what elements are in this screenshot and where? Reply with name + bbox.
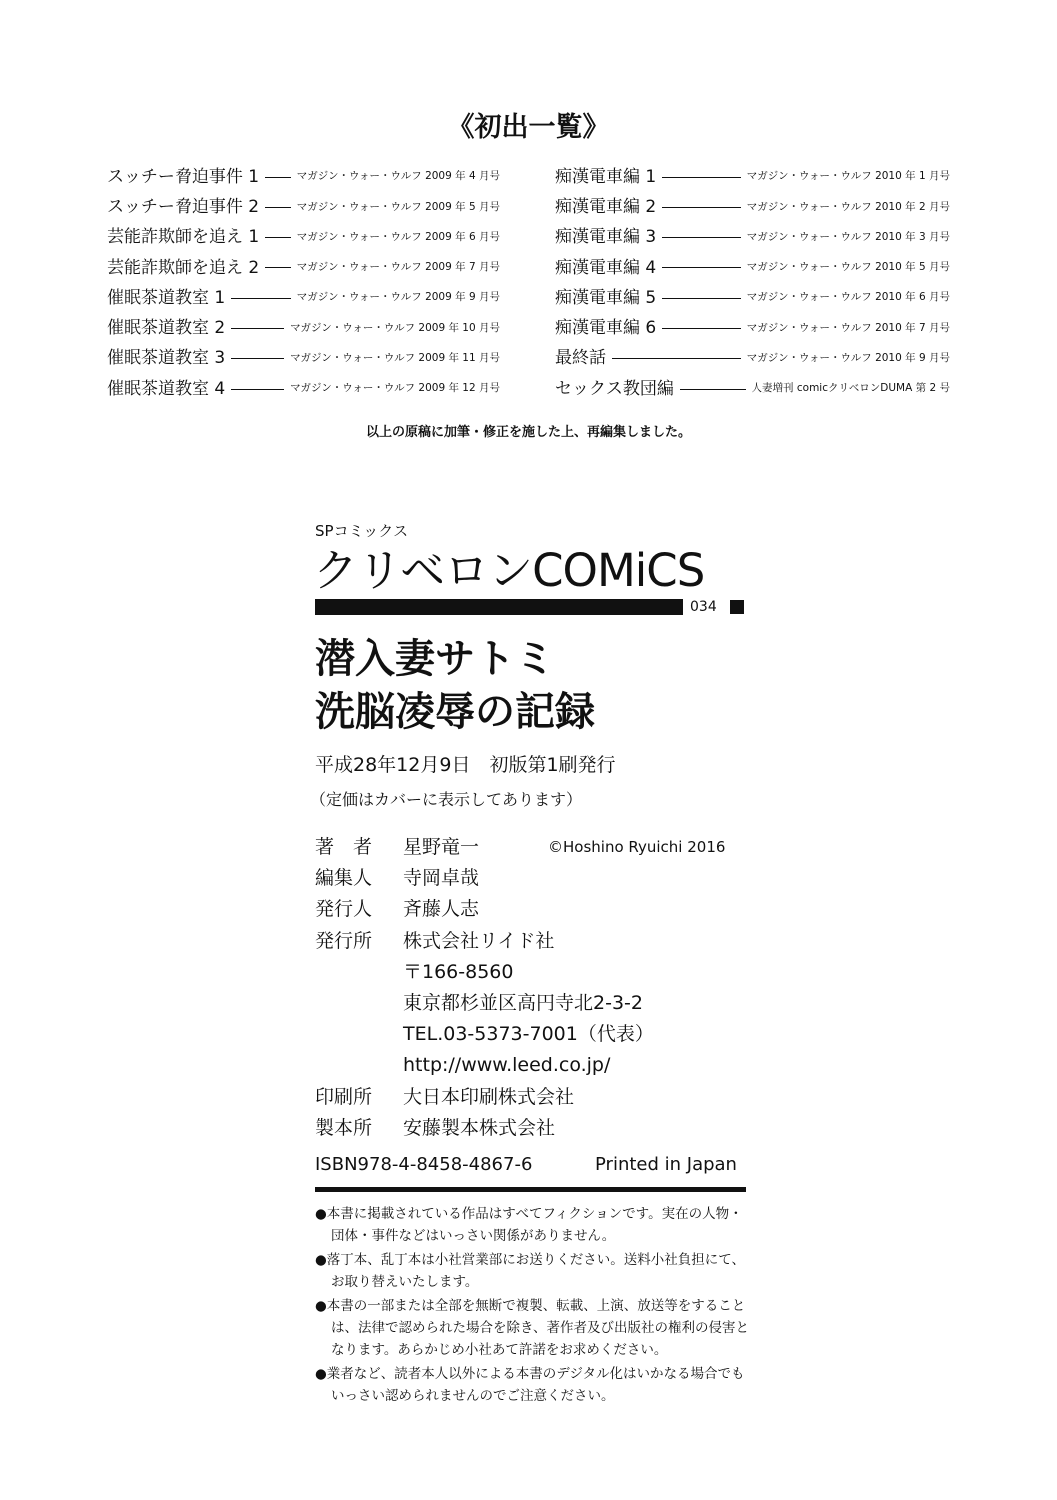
- story-title: 芸能詐欺師を追え 2: [107, 257, 260, 278]
- leader-line: [680, 389, 746, 390]
- story-title: スッチー脅迫事件 2: [107, 196, 260, 217]
- story-source: マガジン・ウォー・ウルフ 2010 年 7 月号: [746, 321, 950, 334]
- list-item: [107, 317, 500, 341]
- staff-value: 星野竜一: [403, 836, 480, 858]
- book-title-line1: 潜入妻サトミ: [315, 636, 555, 682]
- story-title: 催眠茶道教室 4: [107, 378, 226, 399]
- revision-note: 以上の原稿に加筆・修正を施した上、再編集しました。: [365, 425, 691, 440]
- list-item: [107, 226, 500, 250]
- leader-line: [231, 389, 284, 390]
- staff-value: TEL.03-5373-7001（代表）: [403, 1023, 654, 1046]
- staff-value: 斉藤人志: [403, 898, 480, 921]
- list-item: [555, 256, 950, 280]
- staff-value: 大日本印刷株式会社: [403, 1085, 575, 1108]
- story-source: マガジン・ウォー・ウルフ 2010 年 6 月号: [746, 291, 950, 304]
- story-title: セックス教団編: [555, 378, 674, 399]
- book-title-line2: 洗脳凌辱の記録: [315, 689, 595, 735]
- story-source: マガジン・ウォー・ウルフ 2010 年 9 月号: [746, 352, 950, 365]
- story-source: マガジン・ウォー・ウルフ 2009 年 4 月号: [296, 170, 500, 183]
- divider: [315, 1187, 746, 1192]
- notice: ●業者など、読者本人以外による本書のデジタル化はいかなる場合でもいっさい認められませんのでご注意ください。: [315, 1366, 745, 1404]
- story-source: マガジン・ウォー・ウルフ 2009 年 10 月号: [290, 321, 500, 334]
- isbn: ISBN978-4-8458-4867-6: [315, 1154, 533, 1175]
- leader-line: [662, 328, 741, 329]
- story-title: スッチー脅迫事件 1: [107, 166, 260, 187]
- story-title: 痴漢電車編 5: [555, 287, 657, 308]
- story-source: マガジン・ウォー・ウルフ 2010 年 3 月号: [746, 230, 950, 243]
- notice: ●落丁本、乱丁本は小社営業部にお送りください。送料小社負担にて、お取り替えいたします。: [315, 1252, 746, 1290]
- list-item: [555, 286, 950, 310]
- list-item: [107, 286, 500, 310]
- story-title: 芸能詐欺師を追え 1: [107, 227, 260, 248]
- leader-line: [662, 237, 741, 238]
- leader-line: [265, 267, 291, 268]
- staff-value: 安藤製本株式会社: [403, 1116, 556, 1139]
- story-source: 人妻増刊 comicクリベロンDUMA 第 2 号: [751, 382, 950, 395]
- story-title: 痴漢電車編 4: [555, 257, 657, 278]
- story-source: マガジン・ウォー・ウルフ 2010 年 2 月号: [746, 200, 950, 213]
- leader-line: [662, 177, 741, 178]
- price-note: （定価はカバーに表示してあります）: [310, 790, 583, 809]
- brand-logo: クリベロンCOMiCS: [313, 544, 705, 597]
- staff-label: 印刷所: [315, 1085, 373, 1108]
- story-source: マガジン・ウォー・ウルフ 2009 年 6 月号: [296, 230, 500, 243]
- staff-label: 発行人: [315, 898, 373, 921]
- story-source: マガジン・ウォー・ウルフ 2009 年 11 月号: [290, 352, 500, 365]
- list-item: [555, 377, 950, 401]
- leader-line: [265, 177, 291, 178]
- leader-line: [265, 207, 291, 208]
- staff-value: 東京都杉並区高円寺北2-3-2: [403, 992, 643, 1014]
- leader-line: [612, 358, 741, 359]
- story-title: 痴漢電車編 1: [555, 166, 657, 187]
- notice: ●本書の一部または全部を無断で複製、転載、上演、放送等をすることは、法律で認められた場合を除き、著作者及び出版社の権利の侵害となります。あらかじめ小社あて許諾をお求めください。: [315, 1298, 749, 1358]
- story-source: マガジン・ウォー・ウルフ 2009 年 5 月号: [296, 200, 500, 213]
- story-title: 最終話: [555, 348, 606, 369]
- staff-value: 寺岡卓哉: [403, 867, 480, 890]
- story-source: マガジン・ウォー・ウルフ 2009 年 9 月号: [296, 291, 500, 304]
- list-item: [555, 347, 950, 371]
- series-label: SPコミックス: [315, 522, 409, 540]
- story-title: 痴漢電車編 3: [555, 227, 657, 248]
- story-title: 催眠茶道教室 2: [107, 318, 226, 339]
- brand-bar: [315, 599, 683, 615]
- leader-line: [231, 328, 284, 329]
- printed-in: Printed in Japan: [595, 1154, 737, 1175]
- story-title: 催眠茶道教室 1: [107, 287, 226, 308]
- story-source: マガジン・ウォー・ウルフ 2010 年 1 月号: [746, 170, 950, 183]
- leader-line: [231, 358, 284, 359]
- staff-value: 株式会社リイド社: [403, 929, 555, 952]
- list-item: [107, 256, 500, 280]
- list-item: [107, 377, 500, 401]
- staff-value: http://www.leed.co.jp/: [403, 1054, 611, 1077]
- story-source: マガジン・ウォー・ウルフ 2009 年 12 月号: [290, 382, 500, 395]
- notice: ●本書に掲載されている作品はすべてフィクションです。実在の人物・団体・事件などはいっさい関係がありません。: [315, 1206, 743, 1244]
- first-appearance-title: 《初出一覧》: [447, 112, 610, 143]
- story-source: マガジン・ウォー・ウルフ 2010 年 5 月号: [746, 261, 950, 274]
- volume-number: 034: [690, 599, 717, 615]
- list-item: [555, 195, 950, 219]
- leader-line: [662, 267, 741, 268]
- story-source: マガジン・ウォー・ウルフ 2009 年 7 月号: [296, 261, 500, 274]
- staff-label: 著 者: [315, 836, 373, 858]
- staff-value: 〒166-8560: [403, 960, 514, 983]
- list-item: [107, 347, 500, 371]
- story-title: 痴漢電車編 6: [555, 318, 657, 339]
- staff-label: 発行所: [315, 929, 373, 952]
- list-item: [107, 195, 500, 219]
- publication-date: 平成28年12月9日 初版第1刷発行: [315, 754, 616, 776]
- square-mark: [730, 600, 744, 614]
- staff-label: 製本所: [315, 1116, 373, 1139]
- story-title: 痴漢電車編 2: [555, 196, 657, 217]
- leader-line: [662, 298, 741, 299]
- leader-line: [231, 298, 291, 299]
- list-item: [107, 165, 500, 189]
- staff-label: 編集人: [315, 867, 373, 890]
- list-item: [555, 165, 950, 189]
- story-title: 催眠茶道教室 3: [107, 348, 226, 369]
- leader-line: [265, 237, 291, 238]
- notices: [315, 1203, 755, 1409]
- list-item: [555, 317, 950, 341]
- copyright: ©Hoshino Ryuichi 2016: [548, 838, 726, 856]
- leader-line: [662, 207, 741, 208]
- list-item: [555, 226, 950, 250]
